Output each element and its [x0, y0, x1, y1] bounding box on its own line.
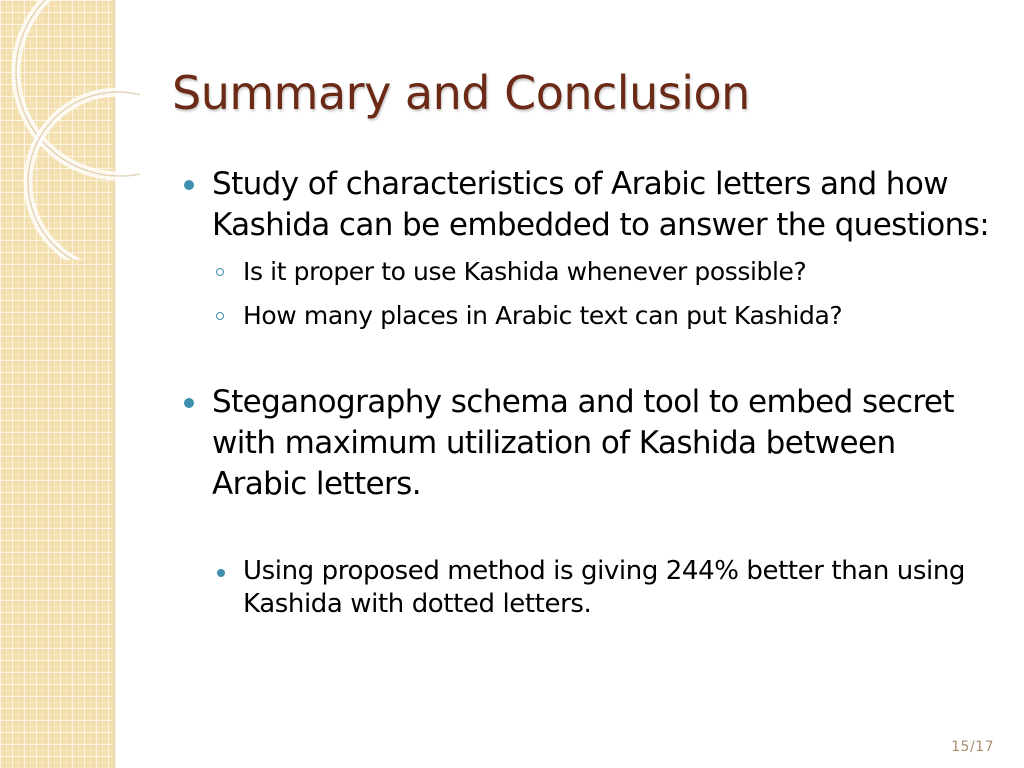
- decorative-rings: [0, 0, 140, 260]
- sub-bullet-list: [212, 250, 990, 338]
- sub-bullet-icon: [217, 569, 225, 577]
- bullet-icon: [184, 398, 194, 408]
- page-number: 15/17: [951, 739, 994, 755]
- sub-bullet-text: Using proposed method is giving 244% better than using Kashida with dotted letters.: [243, 556, 966, 619]
- bullet-item: [180, 164, 990, 246]
- sub-bullet-item: [212, 294, 990, 338]
- sub-bullet-icon: [216, 268, 224, 276]
- bullet-text: Study of characteristics of Arabic letters and how Kashida can be embedded to answer the questions:: [212, 166, 990, 243]
- slide-content: [180, 164, 990, 621]
- slide-title: Summary and Conclusion: [172, 66, 750, 120]
- sub-bullet-text: Is it proper to use Kashida whenever possible?: [243, 257, 807, 286]
- sub-bullet-text: How many places in Arabic text can put Kashida?: [243, 301, 843, 330]
- sub-bullet-icon: [216, 312, 224, 320]
- bullet-icon: [184, 180, 194, 190]
- sub-bullet-item: [212, 250, 990, 294]
- bullet-text: Steganography schema and tool to embed secret with maximum utilization of Kashida between Arabic letters.: [212, 384, 954, 502]
- bullet-item: [180, 382, 990, 505]
- sub-bullet-item: [212, 555, 990, 621]
- sub-bullet-list: [212, 555, 990, 621]
